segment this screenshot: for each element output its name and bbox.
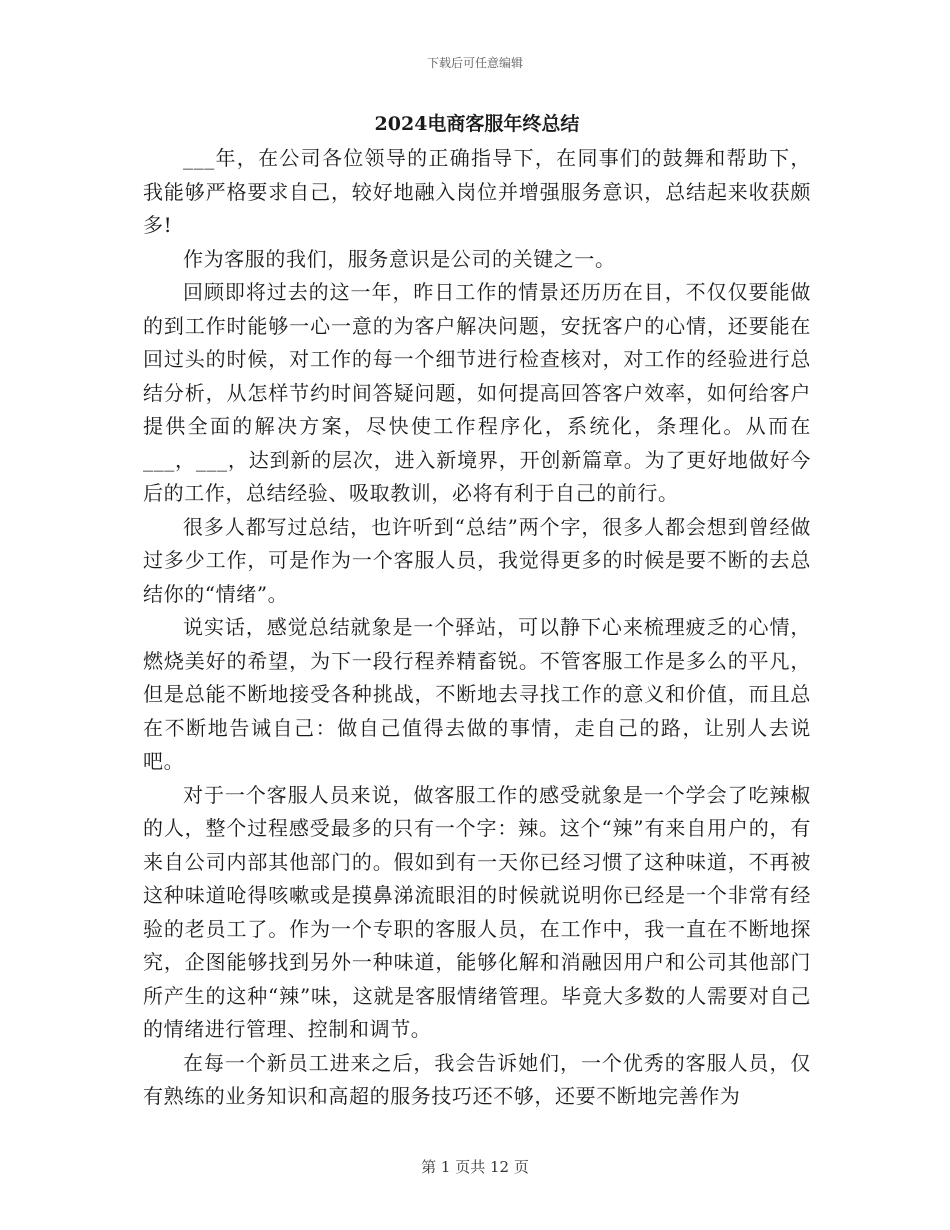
paragraph-station: 说实话，感觉总结就象是一个驿站，可以静下心来梳理疲乏的心情，燃烧美好的希望，为下一段行程养精畜锐。不管客服工作是多么的平凡，但是总能不断地接受各种挑战，不断地去寻找工作的意义和价值，而且总在不断地告诫自己：做自己值得去做的事情，走自己的路，让别人去说吧。 xyxy=(143,615,811,773)
document-body xyxy=(143,108,811,1114)
paragraph-spicy: 对于一个客服人员来说，做客服工作的感受就象是一个学会了吃辣椒的人，整个过程感受最多的只有一个字：辣。这个“辣”有来自用户的，有来自公司内部其他部门的。假如到有一天你已经习惯了这种味道，不再被这种味道呛得咳嗽或是摸鼻涕流眼泪的时候就说明你已经是一个非常有经验的老员工了。作为一个专职的客服人员，在工作中，我一直在不断地探究，企图能够找到另外一种味道，能够化解和消融因用户和公司其他部门所产生的这种“辣”味，这就是客服情绪管理。毕竟大多数的人需要对自己的情绪进行管理、控制和调节。 xyxy=(143,782,811,1041)
page-number: 第 1 页共 12 页 xyxy=(421,1158,529,1176)
paragraph-emotions: 很多人都写过总结，也许听到“总结”两个字，很多人都会想到曾经做过多少工作，可是作为一个客服人员，我觉得更多的时候是要不断的去总结你的“情绪”。 xyxy=(143,514,811,606)
document-title: 2024电商客服年终总结 xyxy=(374,113,580,135)
paragraph-new-staff: 在每一个新员工进来之后，我会告诉她们，一个优秀的客服人员，仅有熟练的业务知识和高超的服务技巧还不够，还要不断地完善作为 xyxy=(143,1050,811,1108)
page-header-note: 下载后可任意编辑 xyxy=(426,56,523,70)
paragraph-service-awareness: 作为客服的我们，服务意识是公司的关键之一。 xyxy=(183,246,616,271)
paragraph-review: 回顾即将过去的这一年，昨日工作的情景还历历在目，不仅仅要能做的到工作时能够一心一意的为客户解决问题，安抚客户的心情，还要能在回过头的时候，对工作的每一个细节进行检查核对，对工作的经验进行总结分析，从怎样节约时间答疑问题，如何提高回答客户效率，如何给客户提供全面的解决方案，尽快使工作程序化，系统化，条理化。从而在___，___，达到新的层次，进入新境界，开创新篇章。为了更好地做好今后的工作，总结经验、吸取教训，必将有利于自己的前行。 xyxy=(143,280,811,505)
paragraph-intro: ___年，在公司各位领导的正确指导下，在同事们的鼓舞和帮助下，我能够严格要求自己，较好地融入岗位并增强服务意识，总结起来收获颇多! xyxy=(143,146,811,237)
